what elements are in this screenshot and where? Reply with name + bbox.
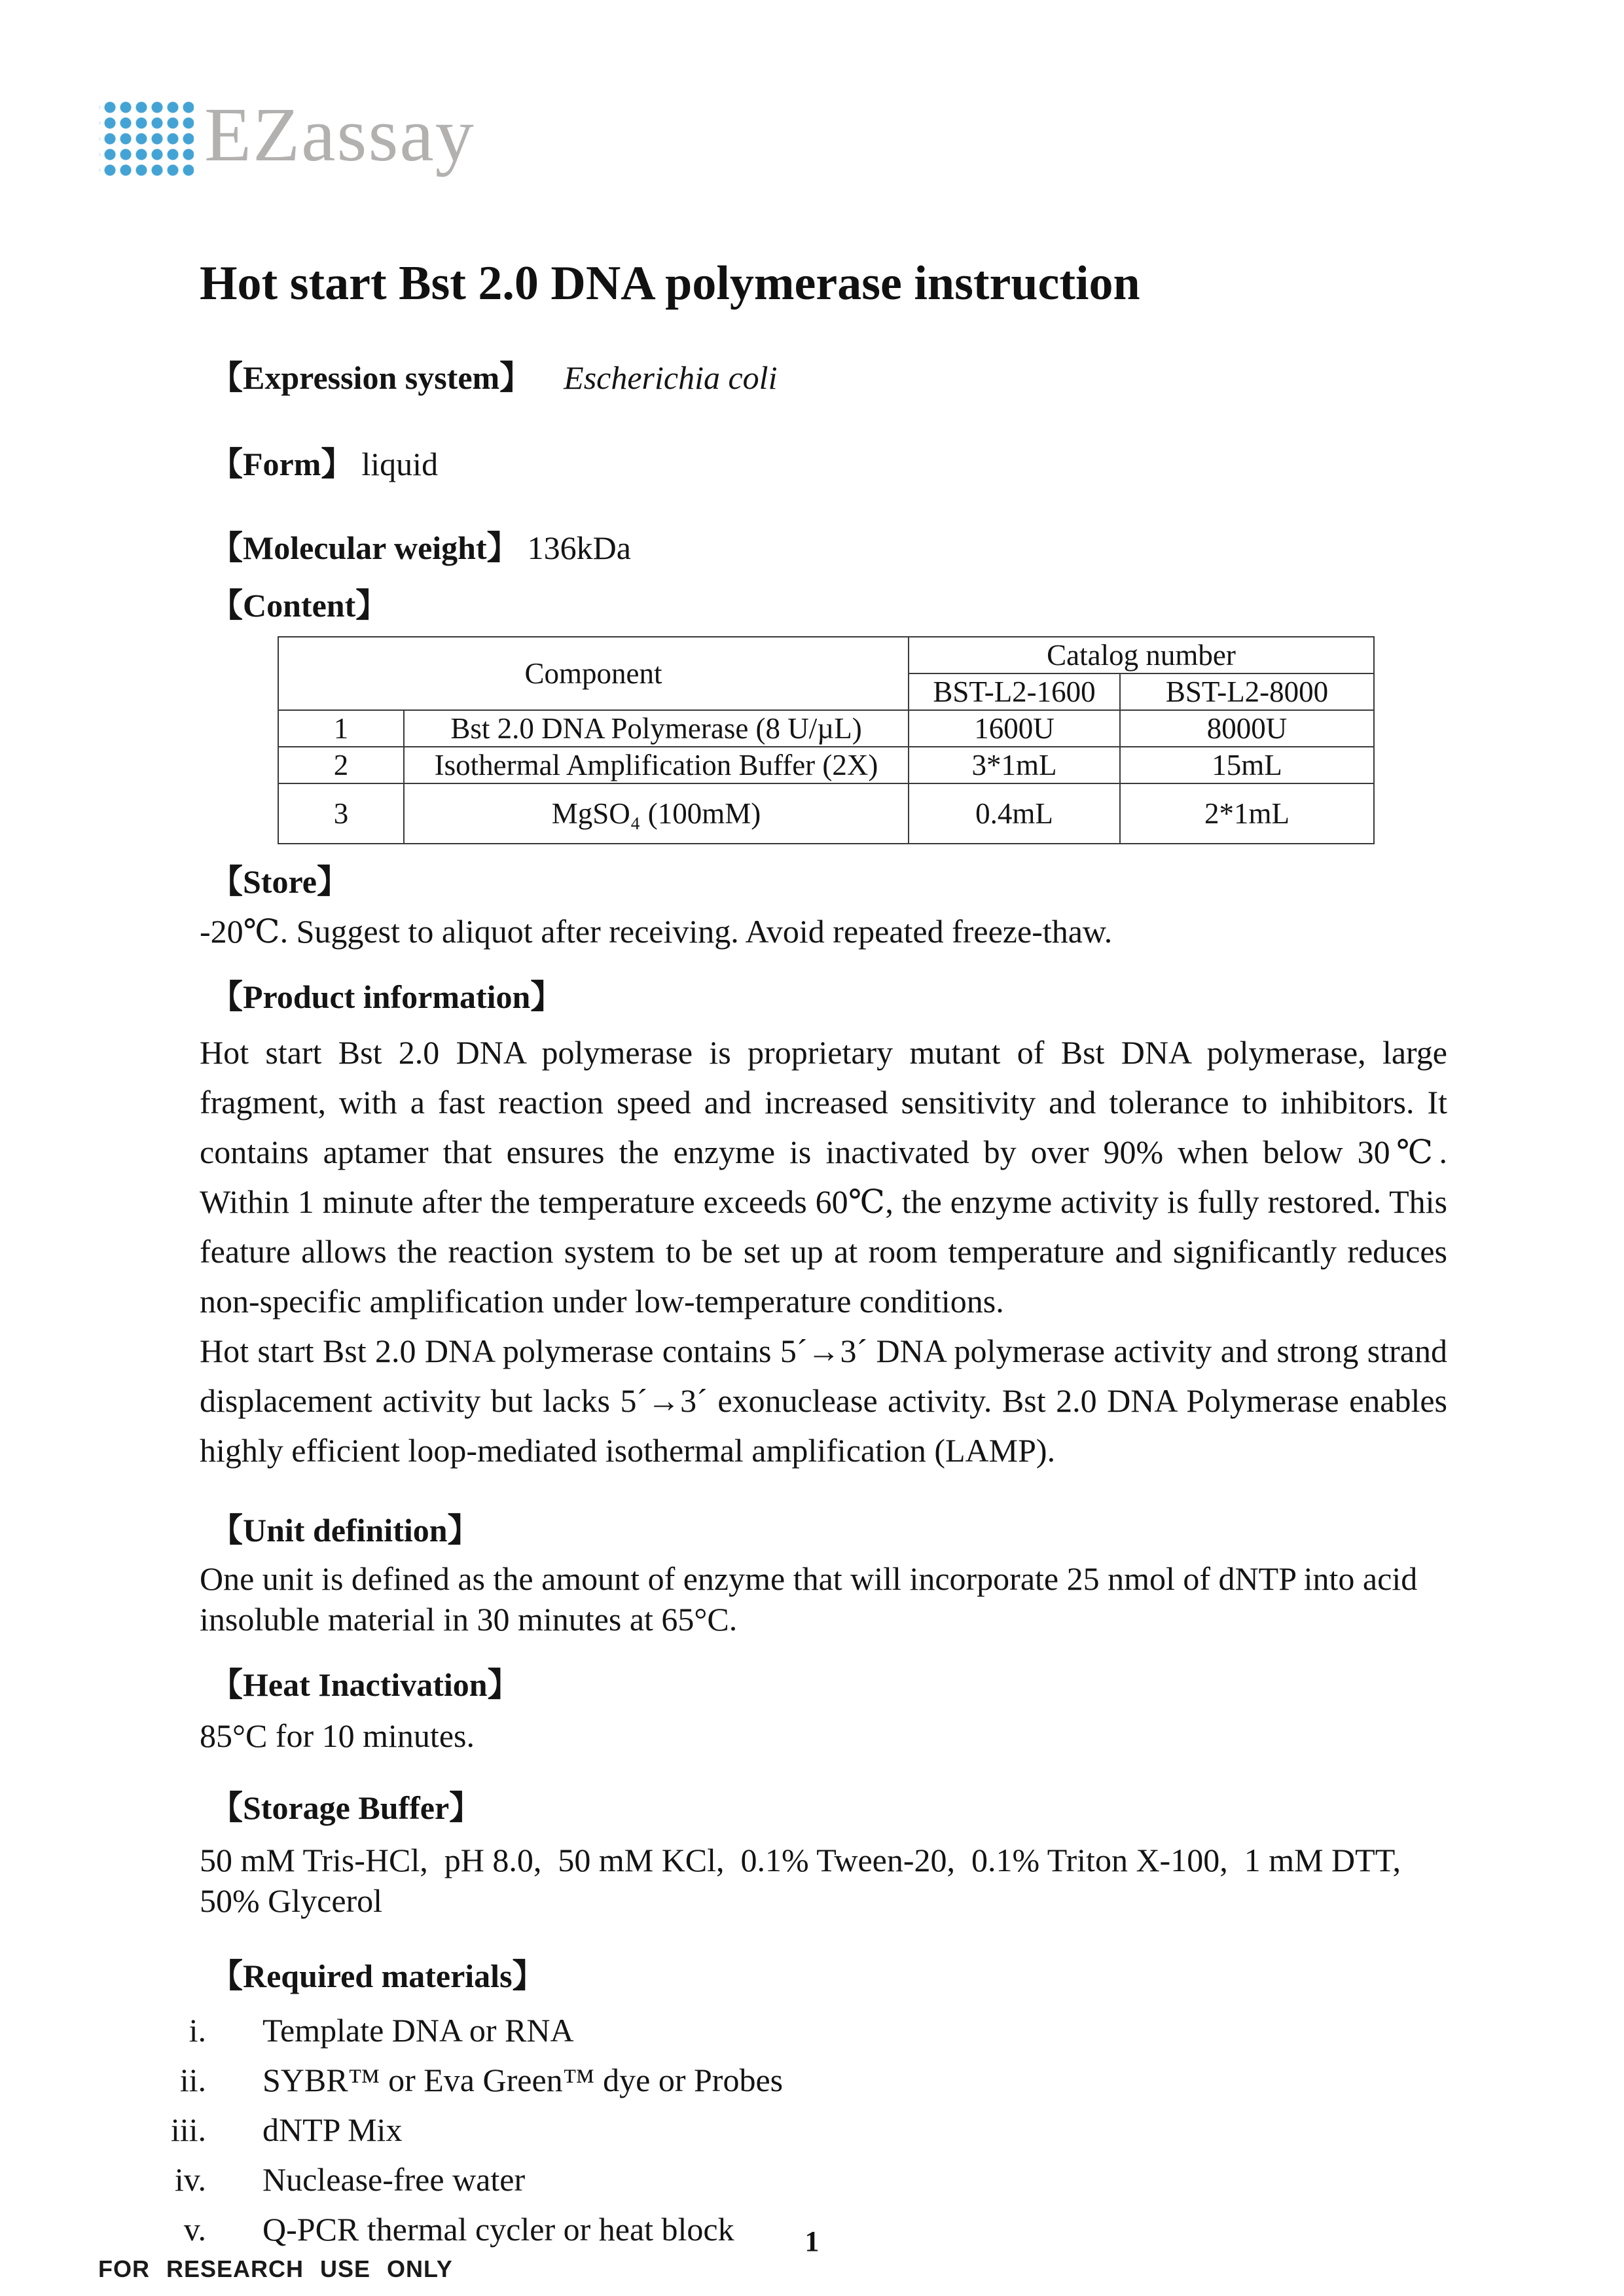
section-molecular-weight bbox=[200, 529, 1447, 567]
table-cell-qty-1600: 0.4mL bbox=[909, 783, 1120, 844]
product-information-paragraph: Hot start Bst 2.0 DNA polymerase is proprietary mutant of Bst DNA polymerase, large fragment, with a fast reaction speed and increased sensitivity and tolerance to inhibitors. It contains aptamer that ensures the enzyme is inactivated by over 90% when below 30℃. Within 1 minute after the temperature exceeds 60℃, the enzyme activity is fully restored. This feature allows the reaction system to be set up at room temperature and significantly reduces non-specific amplification under low-temperature conditions. bbox=[200, 1034, 1447, 1319]
table-header-catalog-col-1: BST-L2-1600 bbox=[909, 673, 1120, 710]
table-cell-qty-8000: 15mL bbox=[1120, 747, 1374, 783]
list-item bbox=[144, 2062, 1447, 2098]
section-store-header bbox=[200, 863, 1447, 901]
list-item-numeral: i. bbox=[189, 2012, 206, 2049]
list-item-text: Template DNA or RNA bbox=[262, 2012, 574, 2049]
store-label: 【Store】 bbox=[210, 863, 350, 900]
product-information-paragraph: Hot start Bst 2.0 DNA polymerase contains 5´→3´ DNA polymerase activity and strong strand displacement activity but lacks 5´→3´ exonuclease activity. Bst 2.0 DNA Polymerase enables highly efficient loop-mediated isothermal amplification (LAMP). bbox=[200, 1333, 1447, 1469]
list-item-numeral: iv. bbox=[174, 2161, 206, 2198]
list-item-text: SYBR™ or Eva Green™ dye or Probes bbox=[262, 2062, 784, 2098]
logo-text: EZassay bbox=[204, 92, 475, 177]
table-cell-no: 1 bbox=[278, 710, 404, 747]
section-content-header bbox=[200, 586, 1447, 624]
product-information-paragraphs bbox=[200, 1028, 1447, 1475]
unit-definition-text: One unit is defined as the amount of enzyme that will incorporate 25 nmol of dNTP into acid insoluble material in 30 minutes at 65°C. bbox=[200, 1560, 1418, 1638]
table-row bbox=[278, 747, 1374, 783]
table-cell-component: Bst 2.0 DNA Polymerase (8 U/µL) bbox=[404, 710, 909, 747]
table-row bbox=[278, 783, 1374, 844]
storage-buffer-label: 【Storage Buffer】 bbox=[210, 1789, 482, 1826]
storage-buffer-text: 50 mM Tris-HCl, pH 8.0, 50 mM KCl, 0.1% Tween-20, 0.1% Triton X-100, 1 mM DTT, 50% Glycerol bbox=[200, 1842, 1418, 1919]
list-item-numeral: iii. bbox=[170, 2111, 206, 2148]
table-cell-qty-8000: 2*1mL bbox=[1120, 783, 1374, 844]
section-heat-inactivation-header bbox=[200, 1666, 1447, 1704]
required-materials-label: 【Required materials】 bbox=[210, 1958, 545, 1994]
table-header-catalog-col-2: BST-L2-8000 bbox=[1120, 673, 1374, 710]
section-product-information-header bbox=[200, 978, 1447, 1016]
table-cell-qty-8000: 8000U bbox=[1120, 710, 1374, 747]
page-title: Hot start Bst 2.0 DNA polymerase instruction bbox=[200, 257, 1140, 310]
heat-inactivation-text: 85°C for 10 minutes. bbox=[200, 1717, 475, 1754]
table-cell-qty-1600: 3*1mL bbox=[909, 747, 1120, 783]
unit-definition-label: 【Unit definition】 bbox=[210, 1512, 480, 1549]
form-value: liquid bbox=[361, 446, 439, 482]
list-item bbox=[144, 2161, 1447, 2198]
table-cell-component: Isothermal Amplification Buffer (2X) bbox=[404, 747, 909, 783]
list-item bbox=[144, 2012, 1447, 2049]
table-row bbox=[278, 710, 1374, 747]
list-item-numeral: ii. bbox=[179, 2062, 206, 2098]
store-text: -20℃. Suggest to aliquot after receiving. Avoid repeated freeze-thaw. bbox=[200, 913, 1113, 950]
section-expression-system bbox=[200, 359, 1447, 397]
list-item-text: dNTP Mix bbox=[262, 2111, 403, 2148]
content-table bbox=[278, 636, 1375, 844]
section-required-materials-header bbox=[200, 1957, 1447, 1995]
table-cell-no: 2 bbox=[278, 747, 404, 783]
list-item-text: Nuclease-free water bbox=[262, 2161, 526, 2198]
table-header-component: Component bbox=[278, 637, 909, 710]
page-number: 1 bbox=[804, 2225, 820, 2257]
form-label: 【Form】 bbox=[210, 446, 354, 482]
table-cell-component: MgSO₄ (100mM) bbox=[404, 783, 909, 844]
expression-system-label: 【Expression system】 bbox=[210, 359, 533, 396]
document-content bbox=[0, 255, 1624, 2248]
table-cell-qty-1600: 1600U bbox=[909, 710, 1120, 747]
product-information-label: 【Product information】 bbox=[210, 978, 564, 1015]
footer-notice: FOR RESEARCH USE ONLY bbox=[98, 2255, 453, 2282]
section-unit-definition-header bbox=[200, 1511, 1447, 1549]
table-header-catalog: Catalog number bbox=[909, 637, 1374, 673]
logo-dots-icon bbox=[99, 98, 194, 177]
table-header-row-1 bbox=[278, 637, 1374, 673]
molecular-weight-label: 【Molecular weight】 bbox=[210, 529, 520, 566]
required-materials-list bbox=[144, 2012, 1447, 2248]
logo bbox=[99, 92, 475, 177]
list-item-numeral: v. bbox=[183, 2211, 206, 2248]
molecular-weight-value: 136kDa bbox=[527, 529, 631, 566]
list-item-text: Q-PCR thermal cycler or heat block bbox=[262, 2211, 734, 2248]
list-item bbox=[144, 2111, 1447, 2148]
expression-system-value: Escherichia coli bbox=[564, 359, 778, 396]
content-label: 【Content】 bbox=[210, 587, 389, 624]
table-cell-no: 3 bbox=[278, 783, 404, 844]
section-storage-buffer-header bbox=[200, 1789, 1447, 1827]
heat-inactivation-label: 【Heat Inactivation】 bbox=[210, 1666, 520, 1703]
section-form bbox=[200, 445, 1447, 483]
